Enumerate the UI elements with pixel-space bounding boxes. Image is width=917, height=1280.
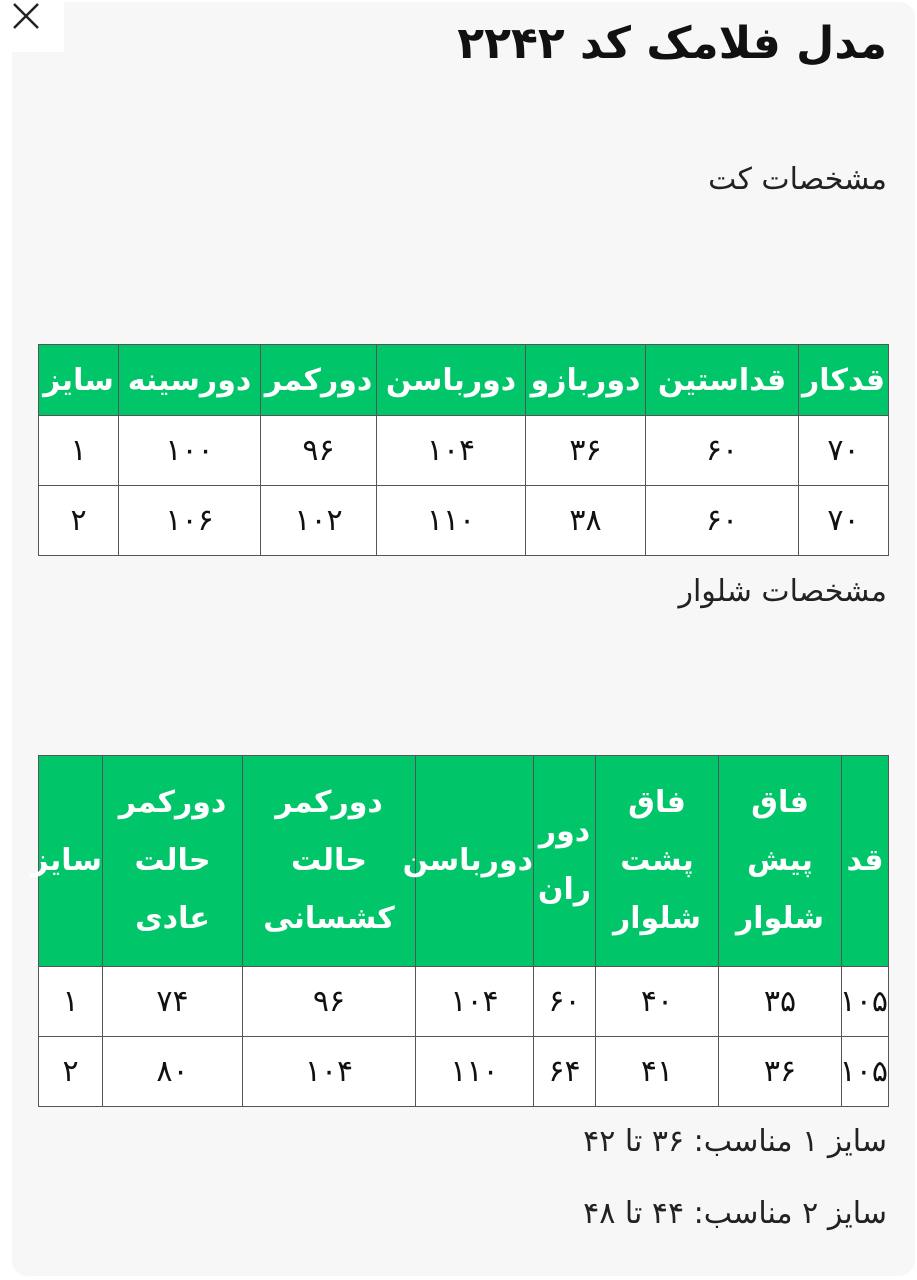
table-cell: ۶۰ — [646, 416, 799, 486]
pants-header-front-rise: فاق پیش شلوار — [719, 756, 842, 967]
table-cell: ۳۵ — [719, 967, 842, 1037]
table-cell: ۱۰۲ — [261, 486, 377, 556]
table-cell: ۹۶ — [261, 416, 377, 486]
coat-header-arm: دوربازو — [526, 345, 646, 416]
table-cell: ۱۰۶ — [119, 486, 261, 556]
table-cell: ۱۰۰ — [119, 416, 261, 486]
coat-size-table — [38, 344, 889, 556]
pants-header-waist-stretched: دورکمر حالت کشسانی — [243, 756, 416, 967]
table-cell: ۳۶ — [719, 1037, 842, 1107]
table-cell: ۳۶ — [526, 416, 646, 486]
pants-specs-label: مشخصات شلوار — [678, 574, 887, 609]
table-cell: ۲ — [39, 486, 119, 556]
table-cell: ۴۱ — [596, 1037, 719, 1107]
coat-header-waist: دورکمر — [261, 345, 377, 416]
size-2-note: سایز ۲ مناسب: ۴۴ تا ۴۸ — [583, 1196, 887, 1231]
pants-size-table — [31, 755, 889, 1107]
coat-header-height: قدکار — [799, 345, 889, 416]
table-cell: ۱۰۴ — [416, 967, 534, 1037]
coat-header-chest: دورسینه — [119, 345, 261, 416]
table-cell: ۳۸ — [526, 486, 646, 556]
close-button[interactable] — [0, 0, 64, 52]
pants-header-waist-normal: دورکمر حالت عادی — [103, 756, 243, 967]
table-cell: ۱۱۰ — [416, 1037, 534, 1107]
coat-specs-label: مشخصات کت — [708, 162, 887, 197]
table-cell: ۱۰۵ — [842, 1037, 889, 1107]
coat-header-size: سایز — [39, 345, 119, 416]
pants-header-thigh: دور ران — [534, 756, 596, 967]
table-cell: ۸۰ — [103, 1037, 243, 1107]
table-cell: ۱۰۴ — [243, 1037, 416, 1107]
table-row — [39, 967, 889, 1037]
pants-header-size: سایز — [39, 756, 103, 967]
table-cell: ۴۰ — [596, 967, 719, 1037]
pants-header-back-rise: فاق پشت شلوار — [596, 756, 719, 967]
pants-header-hip: دورباسن — [416, 756, 534, 967]
table-cell: ۶۰ — [646, 486, 799, 556]
close-icon[interactable] — [8, 0, 40, 32]
pants-header-row — [39, 756, 889, 967]
table-cell: ۱ — [39, 967, 103, 1037]
table-cell: ۱۰۴ — [377, 416, 526, 486]
table-cell: ۷۴ — [103, 967, 243, 1037]
table-cell: ۷۰ — [799, 486, 889, 556]
table-cell: ۶۴ — [534, 1037, 596, 1107]
table-cell: ۷۰ — [799, 416, 889, 486]
coat-header-row — [39, 345, 889, 416]
page-title: مدل فلامک کد ۲۲۴۲ — [457, 18, 887, 69]
size-1-note: سایز ۱ مناسب: ۳۶ تا ۴۲ — [583, 1124, 887, 1159]
table-cell: ۱۱۰ — [377, 486, 526, 556]
table-cell: ۱۰۵ — [842, 967, 889, 1037]
pants-header-length: قد — [842, 756, 889, 967]
coat-header-sleeve-length: قداستین — [646, 345, 799, 416]
table-cell: ۲ — [39, 1037, 103, 1107]
table-cell: ۱ — [39, 416, 119, 486]
table-row — [39, 416, 889, 486]
coat-header-hip: دورباسن — [377, 345, 526, 416]
table-cell: ۶۰ — [534, 967, 596, 1037]
table-cell: ۹۶ — [243, 967, 416, 1037]
table-row — [39, 486, 889, 556]
table-row — [39, 1037, 889, 1107]
